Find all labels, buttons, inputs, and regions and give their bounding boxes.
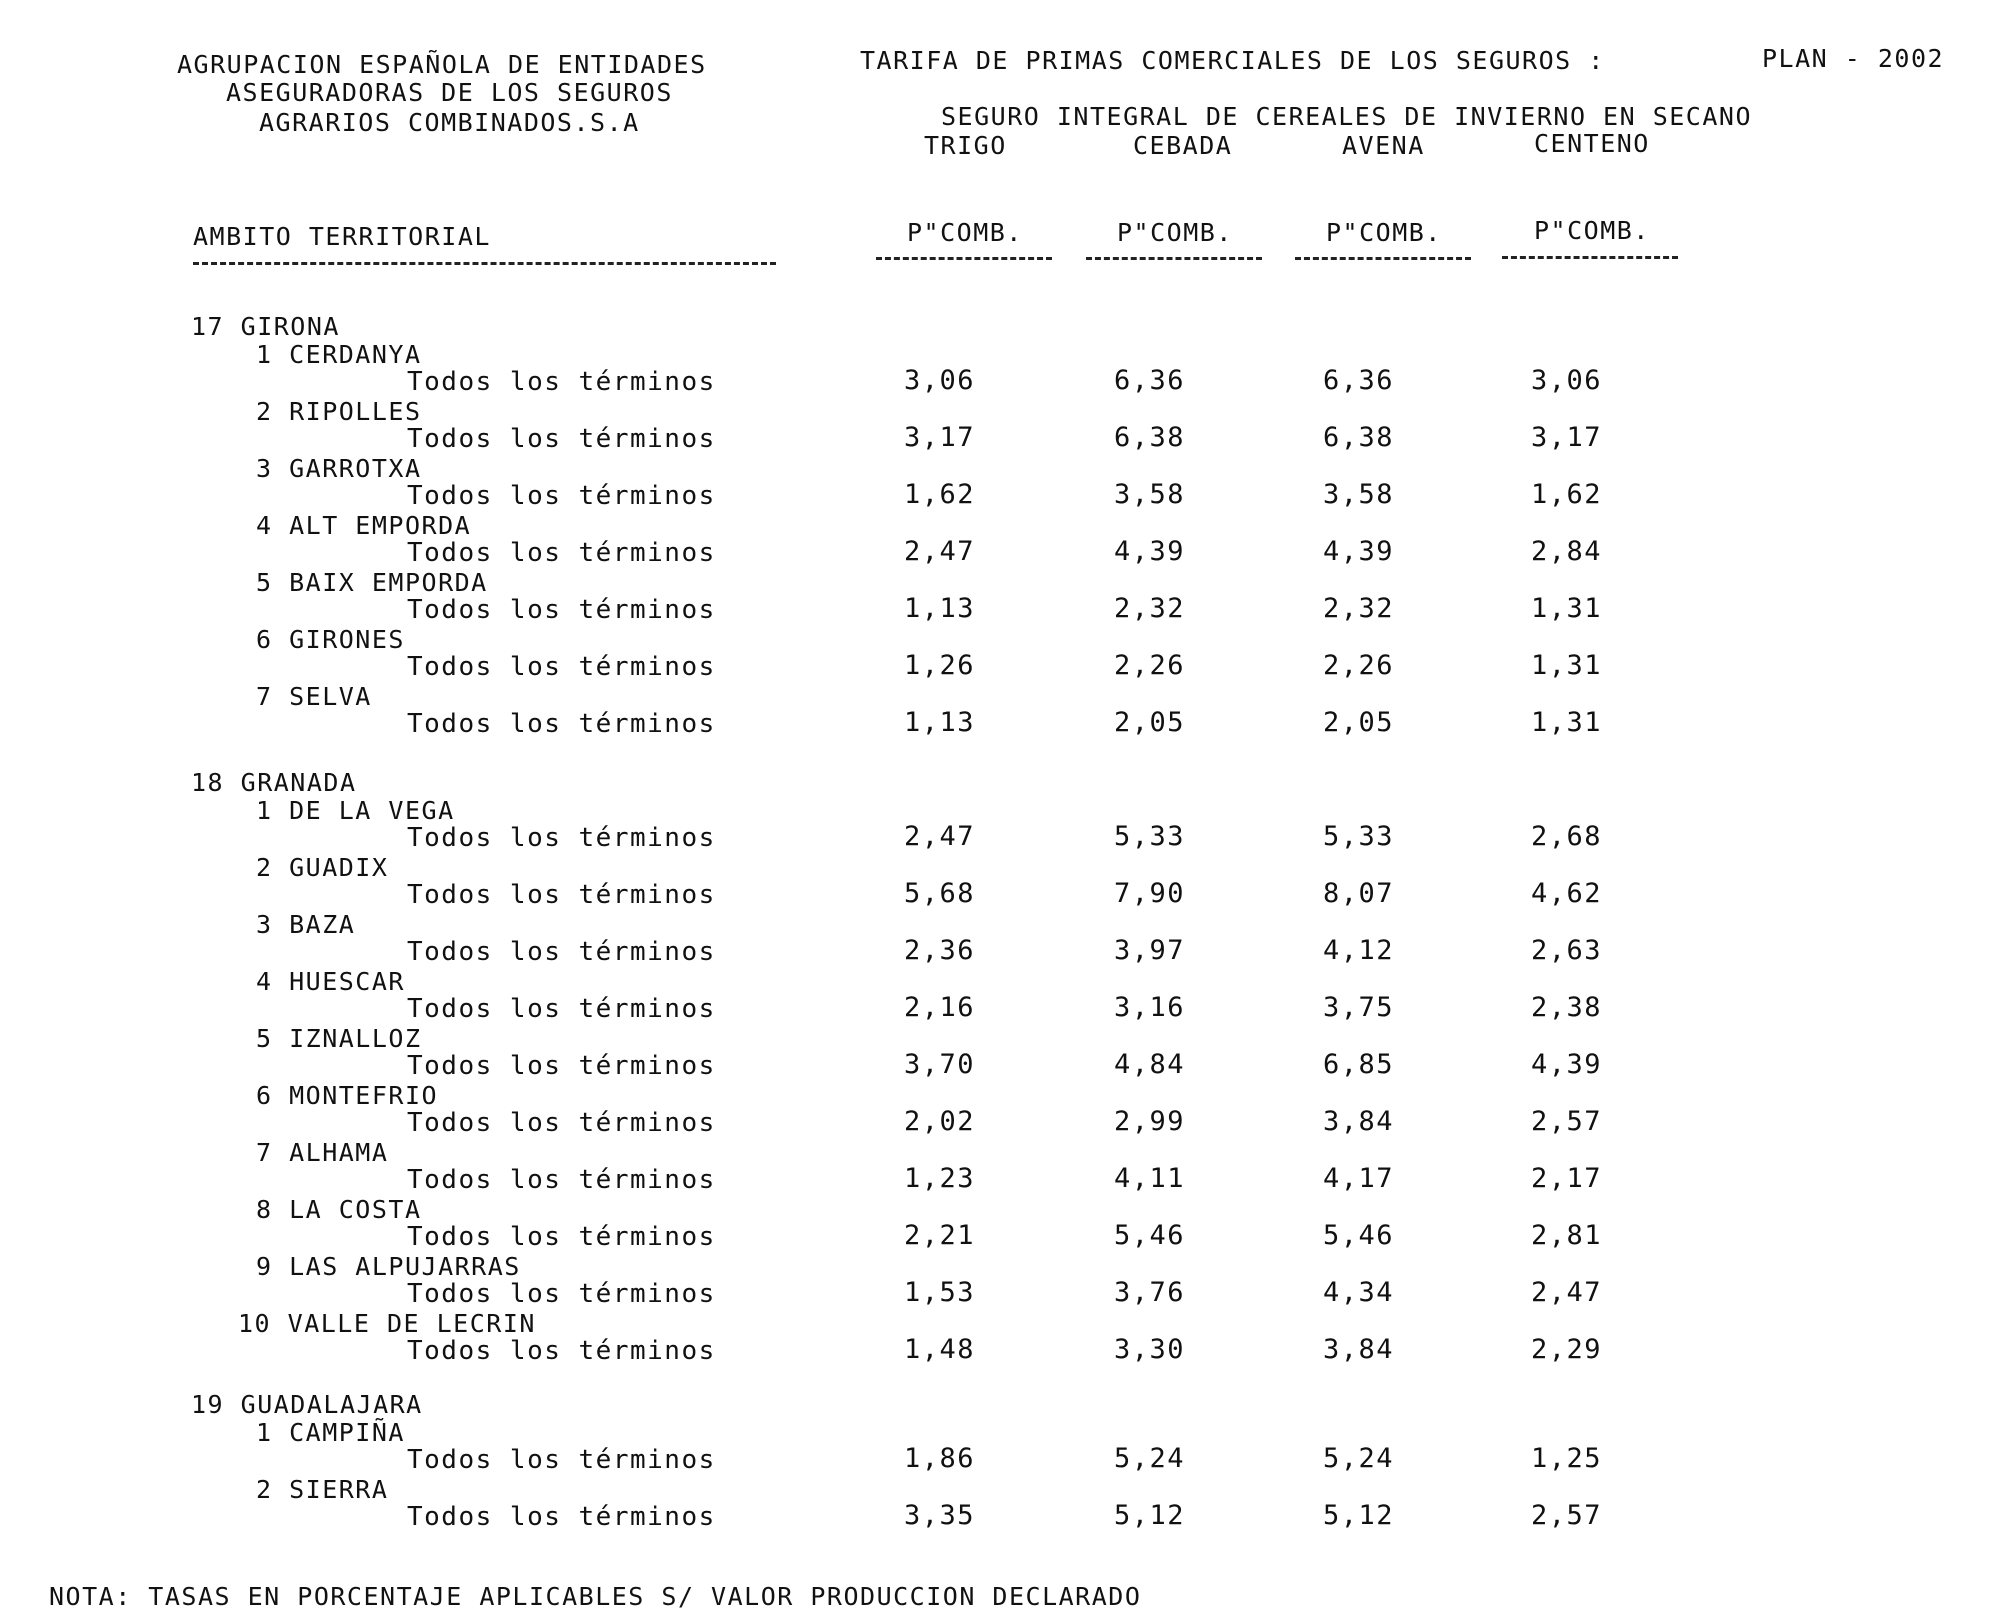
column-label-centeno: P"COMB. (1534, 216, 1650, 245)
centeno-underline (1502, 256, 1678, 259)
ambito-underline (193, 262, 776, 265)
premium-value-trigo: 1,23 (903, 1163, 975, 1194)
term-label: Todos los términos (407, 994, 716, 1024)
comarca-name: 7 ALHAMA (256, 1138, 389, 1167)
comarca-name: 4 ALT EMPORDA (256, 511, 472, 540)
premium-value-cebada: 5,24 (1113, 1443, 1185, 1474)
comarca-name: 3 BAZA (256, 910, 356, 939)
term-label: Todos los términos (407, 595, 716, 625)
premium-value-cebada: 3,16 (1113, 992, 1185, 1023)
premium-value-cebada: 3,58 (1113, 479, 1185, 510)
crop-header-avena: AVENA (1342, 131, 1425, 160)
premium-value-trigo: 2,16 (903, 992, 975, 1023)
term-label: Todos los términos (407, 424, 716, 454)
premium-value-centeno: 1,25 (1530, 1443, 1602, 1474)
premium-value-avena: 4,12 (1322, 935, 1394, 966)
premium-value-trigo: 3,06 (903, 365, 975, 396)
cebada-underline (1086, 257, 1262, 260)
premium-value-centeno: 3,17 (1530, 422, 1602, 453)
premium-value-avena: 4,17 (1322, 1163, 1394, 1194)
org-name-line-2: ASEGURADORAS DE LOS SEGUROS (226, 78, 673, 107)
crop-header-centeno: CENTENO (1534, 129, 1650, 158)
crop-header-trigo: TRIGO (924, 131, 1007, 160)
crop-header-cebada: CEBADA (1133, 131, 1233, 160)
term-label: Todos los términos (407, 1502, 716, 1532)
premium-value-centeno: 2,68 (1530, 821, 1602, 852)
premium-value-trigo: 3,17 (903, 422, 975, 453)
premium-value-cebada: 5,33 (1113, 821, 1185, 852)
premium-value-avena: 5,33 (1322, 821, 1394, 852)
premium-value-trigo: 1,53 (903, 1277, 975, 1308)
premium-value-cebada: 3,97 (1113, 935, 1185, 966)
premium-value-avena: 8,07 (1322, 878, 1394, 909)
org-name-line-3: AGRARIOS COMBINADOS.S.A (259, 108, 640, 137)
premium-value-avena: 2,05 (1322, 707, 1394, 738)
premium-value-avena: 6,85 (1322, 1049, 1394, 1080)
premium-value-trigo: 2,36 (903, 935, 975, 966)
comarca-name: 2 SIERRA (256, 1475, 389, 1504)
premium-value-centeno: 1,31 (1530, 593, 1602, 624)
premium-value-trigo: 2,47 (903, 821, 975, 852)
comarca-name: 10 VALLE DE LECRIN (238, 1309, 536, 1338)
premium-value-trigo: 2,47 (903, 536, 975, 567)
footer-note: NOTA: TASAS EN PORCENTAJE APLICABLES S/ VALOR PRODUCCION DECLARADO (49, 1582, 1142, 1611)
term-label: Todos los términos (407, 937, 716, 967)
comarca-name: 5 BAIX EMPORDA (256, 568, 488, 597)
term-label: Todos los términos (407, 880, 716, 910)
premium-value-centeno: 1,31 (1530, 707, 1602, 738)
premium-value-centeno: 2,63 (1530, 935, 1602, 966)
premium-value-centeno: 1,31 (1530, 650, 1602, 681)
premium-value-avena: 6,36 (1322, 365, 1394, 396)
premium-value-trigo: 1,48 (903, 1334, 975, 1365)
term-label: Todos los términos (407, 538, 716, 568)
premium-value-trigo: 1,86 (903, 1443, 975, 1474)
premium-value-trigo: 1,13 (903, 593, 975, 624)
comarca-name: 5 IZNALLOZ (256, 1024, 422, 1053)
premium-value-avena: 3,58 (1322, 479, 1394, 510)
comarca-name: 1 CERDANYA (256, 340, 422, 369)
comarca-name: 3 GARROTXA (256, 454, 422, 483)
org-name-line-1: AGRUPACION ESPAÑOLA DE ENTIDADES (177, 50, 707, 79)
premium-value-avena: 6,38 (1322, 422, 1394, 453)
premium-value-trigo: 5,68 (903, 878, 975, 909)
premium-value-centeno: 2,38 (1530, 992, 1602, 1023)
premium-value-avena: 5,46 (1322, 1220, 1394, 1251)
ambito-territorial-header: AMBITO TERRITORIAL (193, 222, 491, 251)
insurance-name: SEGURO INTEGRAL DE CEREALES DE INVIERNO EN SECANO (941, 102, 1753, 131)
premium-value-cebada: 5,12 (1113, 1500, 1185, 1531)
premium-value-cebada: 6,38 (1113, 422, 1185, 453)
plan-label: PLAN - 2002 (1762, 44, 1945, 73)
premium-value-centeno: 1,62 (1530, 479, 1602, 510)
province-name: 17 GIRONA (191, 312, 340, 341)
comarca-name: 9 LAS ALPUJARRAS (256, 1252, 521, 1281)
premium-value-cebada: 4,84 (1113, 1049, 1185, 1080)
premium-value-trigo: 3,35 (903, 1500, 975, 1531)
premium-value-cebada: 2,26 (1113, 650, 1185, 681)
premium-value-avena: 3,84 (1322, 1106, 1394, 1137)
premium-value-centeno: 2,29 (1530, 1334, 1602, 1365)
comarca-name: 8 LA COSTA (256, 1195, 422, 1224)
column-label-avena: P"COMB. (1326, 218, 1442, 247)
premium-value-trigo: 2,21 (903, 1220, 975, 1251)
premium-value-centeno: 2,81 (1530, 1220, 1602, 1251)
province-name: 19 GUADALAJARA (191, 1390, 423, 1419)
premium-value-trigo: 3,70 (903, 1049, 975, 1080)
premium-value-centeno: 2,57 (1530, 1500, 1602, 1531)
term-label: Todos los términos (407, 1222, 716, 1252)
avena-underline (1295, 257, 1471, 260)
premium-value-centeno: 2,17 (1530, 1163, 1602, 1194)
premium-value-avena: 3,84 (1322, 1334, 1394, 1365)
comarca-name: 4 HUESCAR (256, 967, 405, 996)
premium-value-avena: 4,34 (1322, 1277, 1394, 1308)
premium-value-centeno: 2,57 (1530, 1106, 1602, 1137)
tariff-title: TARIFA DE PRIMAS COMERCIALES DE LOS SEGUROS : (860, 46, 1605, 75)
column-label-cebada: P"COMB. (1117, 218, 1233, 247)
premium-value-avena: 2,32 (1322, 593, 1394, 624)
term-label: Todos los términos (407, 1165, 716, 1195)
premium-value-centeno: 3,06 (1530, 365, 1602, 396)
premium-value-cebada: 7,90 (1113, 878, 1185, 909)
premium-value-avena: 5,12 (1322, 1500, 1394, 1531)
premium-value-trigo: 1,26 (903, 650, 975, 681)
premium-value-avena: 5,24 (1322, 1443, 1394, 1474)
premium-value-cebada: 2,99 (1113, 1106, 1185, 1137)
trigo-underline (876, 257, 1052, 260)
term-label: Todos los términos (407, 709, 716, 739)
premium-value-centeno: 2,84 (1530, 536, 1602, 567)
premium-value-avena: 2,26 (1322, 650, 1394, 681)
term-label: Todos los términos (407, 823, 716, 853)
premium-value-trigo: 1,13 (903, 707, 975, 738)
province-name: 18 GRANADA (191, 768, 357, 797)
premium-value-cebada: 5,46 (1113, 1220, 1185, 1251)
premium-value-trigo: 1,62 (903, 479, 975, 510)
comarca-name: 1 DE LA VEGA (256, 796, 455, 825)
comarca-name: 2 GUADIX (256, 853, 389, 882)
premium-value-cebada: 3,76 (1113, 1277, 1185, 1308)
premium-value-trigo: 2,02 (903, 1106, 975, 1137)
term-label: Todos los términos (407, 1108, 716, 1138)
term-label: Todos los términos (407, 652, 716, 682)
premium-value-centeno: 4,62 (1530, 878, 1602, 909)
term-label: Todos los términos (407, 1336, 716, 1366)
premium-value-centeno: 2,47 (1530, 1277, 1602, 1308)
column-label-trigo: P"COMB. (907, 218, 1023, 247)
comarca-name: 7 SELVA (256, 682, 372, 711)
comarca-name: 6 GIRONES (256, 625, 405, 654)
term-label: Todos los términos (407, 1445, 716, 1475)
term-label: Todos los términos (407, 367, 716, 397)
term-label: Todos los términos (407, 1051, 716, 1081)
term-label: Todos los términos (407, 1279, 716, 1309)
premium-value-avena: 3,75 (1322, 992, 1394, 1023)
premium-value-centeno: 4,39 (1530, 1049, 1602, 1080)
comarca-name: 6 MONTEFRIO (256, 1081, 439, 1110)
comarca-name: 2 RIPOLLES (256, 397, 422, 426)
premium-value-cebada: 4,39 (1113, 536, 1185, 567)
premium-value-cebada: 3,30 (1113, 1334, 1185, 1365)
premium-value-cebada: 2,32 (1113, 593, 1185, 624)
premium-value-cebada: 4,11 (1113, 1163, 1185, 1194)
comarca-name: 1 CAMPIÑA (256, 1418, 405, 1447)
premium-value-cebada: 6,36 (1113, 365, 1185, 396)
term-label: Todos los términos (407, 481, 716, 511)
premium-value-avena: 4,39 (1322, 536, 1394, 567)
premium-value-cebada: 2,05 (1113, 707, 1185, 738)
